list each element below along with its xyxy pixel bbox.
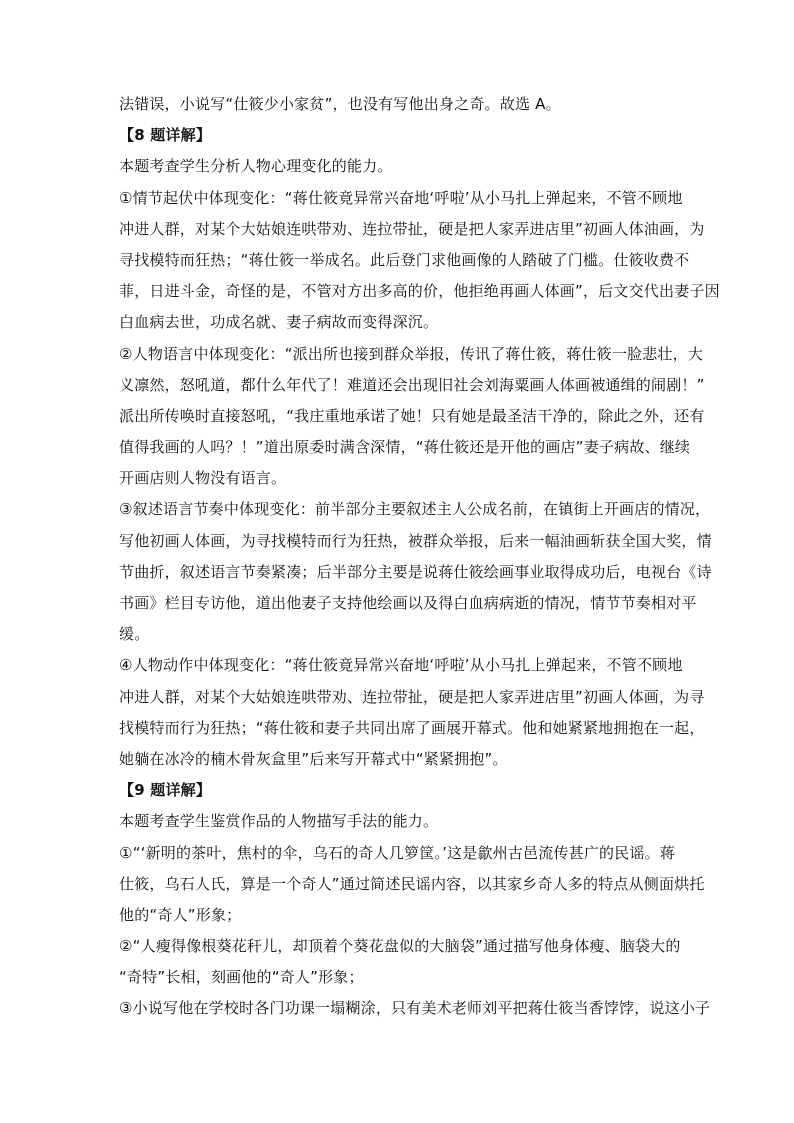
text-line: 冲进人群，对某个大姑娘连哄带劝、连拉带扯，硬是把人家弄进店里”初画人体油画，为 <box>119 219 705 238</box>
text-line: ①情节起伏中体现变化：“蒋仕筱竟异常兴奋地‘呼啦’从小马扎上弹起来，不管不顾地 <box>119 188 683 207</box>
text-line: ④人物动作中体现变化：“蒋仕筱竟异常兴奋地‘呼啦’从小马扎上弹起来，不管不顾地 <box>119 656 683 675</box>
text-line: 白血病去世，功成名就、妻子病故而变得深沉。 <box>119 313 439 332</box>
text-line: ③小说写他在学校时各门功课一塌糊涂，只有美术老师刘平把蒋仕筱当香饽饽，说这小子 <box>119 999 711 1018</box>
text-line: 缓。 <box>119 625 150 644</box>
text-line: 节曲折，叙述语言节奏紧凑；后半部分主要是说蒋仕筱绘画事业取得成功后，电视台《诗 <box>119 562 712 581</box>
text-line: 值得我画的人吗？！”道出原委时满含深情，“蒋仕筱还是开他的画店”妻子病故、继续 <box>119 438 691 457</box>
text-line: 义凛然，怒吼道，都什么年代了！难道还会出现旧社会刘海粟画人体画被通缉的闹剧！” <box>119 375 705 394</box>
text-line: 找模特而行为狂热；“蒋仕筱和妻子共同出席了画展开幕式。他和她紧紧地拥抱在一起， <box>119 718 705 737</box>
document-page <box>119 94 720 1030</box>
section-heading: 【8 题详解】 <box>119 126 212 145</box>
text-line: 书画》栏目专访他，道出他妻子支持他绘画以及得白血病病逝的情况，情节节奏相对平 <box>119 594 697 612</box>
text-line: ②人物语言中体现变化：“派出所也接到群众举报，传讯了蒋仕筱，蒋仕筱一脸悲壮，大 <box>119 344 704 363</box>
text-line: 本题考查学生鉴赏作品的人物描写手法的能力。 <box>119 812 439 831</box>
text-line: 派出所传唤时直接怒吼，“我庄重地承诺了她！只有她是最圣洁干净的，除此之外，还有 <box>119 406 705 425</box>
text-line: 他的“奇人”形象； <box>119 905 242 924</box>
text-line: 法错误，小说写“仕筱少小家贫”，也没有写他出身之奇。故选 A。 <box>119 95 561 113</box>
text-line: “奇特”长相，刻画他的“奇人”形象； <box>119 968 364 987</box>
text-line: ③叙述语言节奏中体现变化：前半部分主要叙述主人公成名前，在镇街上开画店的情况， <box>119 500 711 519</box>
text-line: 写他初画人体画，为寻找模特而行为狂热，被群众举报，后来一幅油画斩获全国大奖，情 <box>119 531 712 550</box>
text-line: 冲进人群，对某个大姑娘连哄带劝、连拉带扯，硬是把人家弄进店里”初画人体画，为寻 <box>119 687 705 706</box>
text-line: 开画店则人物没有语言。 <box>119 469 287 488</box>
text-line: 仕筱，乌石人氏，算是一个奇人”通过简述民谣内容，以其家乡奇人多的特点从侧面烘托 <box>119 874 705 893</box>
text-line: 寻找模特而狂热；“蒋仕筱一举成名。此后登门求他画像的人踏破了门槛。仕筱收费不 <box>119 250 690 269</box>
text-line: 菲，日进斗金，奇怪的是，不管对方出多高的价，他拒绝再画人体画”，后文交代出妻子因 <box>119 282 720 301</box>
text-line: 她躺在冰冷的楠木骨灰盒里”后来写开幕式中“紧紧拥抱”。 <box>119 749 508 768</box>
text-line: ①“‘新明的茶叶，焦村的伞，乌石的奇人几箩筐。’这是歙州古邑流传甚广的民谣。蒋 <box>119 843 676 862</box>
text-line: ②“人瘦得像根葵花秆儿，却顶着个葵花盘似的大脑袋”通过描写他身体瘦、脑袋大的 <box>119 937 681 956</box>
section-heading: 【9 题详解】 <box>119 781 212 800</box>
text-line: 本题考查学生分析人物心理变化的能力。 <box>119 157 393 176</box>
